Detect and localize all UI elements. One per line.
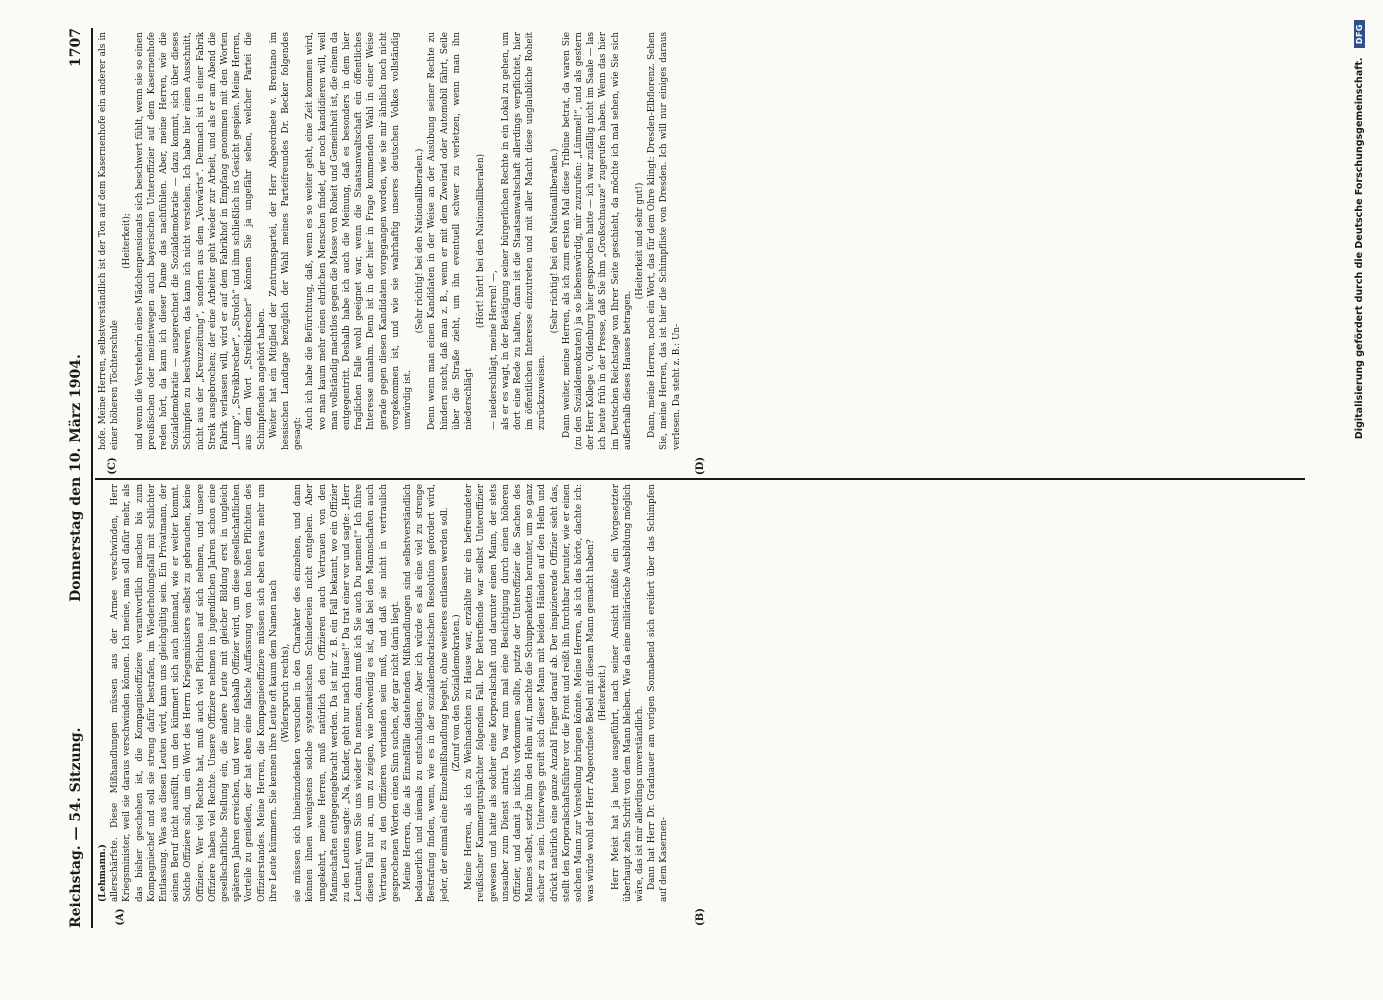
credit-text: Digitalisierung gefördert durch die Deutsche Forschungsgemeinschaft. xyxy=(1354,57,1365,440)
interjection: (Hört! hört! bei den Nationalliberalen) xyxy=(476,153,487,329)
page-number: 1707 xyxy=(68,28,84,67)
speaker-name: (Lehmann.) xyxy=(98,844,108,902)
header-left: Reichstag. — 54. Sitzung. xyxy=(68,727,84,928)
quotation: — niederschlägt, meine Herren! —, xyxy=(488,270,499,430)
paragraph: Dann weiter, meine Herren, als ich zum ersten Mal diese Tribüne betrat, da waren Sie (zu den Sozialdemokraten) ja so liebenswürdig, mir zuzurufen: „Lümmel!“, und als gestern der Herr Kollege v. Oldenburg hier gesprochen hatte — ich war zufällig nicht im Saale — las ich heute früh in der Presse, daß Sie ihm „Großschnauze“ zugerufen haben. Wenn das hier im Deutschen Reichstage von Ihrer Seite geschieht, da möchte ich mal sehen, wie Sie sich außerhalb dieses Hauses betragen. xyxy=(561,32,633,450)
paragraph: Dann hat Herr Dr. Gradnauer am vorigen Sonnabend sich ereifert über das Schimpfen auf dem Kasernen- xyxy=(647,484,670,902)
interjection: (Heiterkeit und sehr gut!) xyxy=(634,182,645,300)
quotation: Denn wenn man einen Kandidaten in der Weise an der Ausübung seiner Rechte zu hindern sucht, daß man z. B., wenn er mit dem Zweirad oder Automobil fährt, Seile über die Straße zieht, um ihn eventuell schwer zu verletzen, wenn man ihn niederschlägt xyxy=(427,32,475,430)
margin-marker-a: (A) xyxy=(115,908,126,926)
interjection: (Widerspruch rechts), xyxy=(281,643,292,743)
paragraph: allerschärfste. Diese Mißhandlungen müssen aus der Armee verschwinden, Herr Kriegsminister, weil sie daraus verschwinden können. Ich meine, man soll dafür mehr, als das bisher geschehen ist, die Kompagnieoffiziere verantwortlich machen bis zum Kompagniechef und soll sie streng dafür bestrafen, im Wiederholungsfall mit schlichter Entlassung. Was aus diesen Leuten wird, kann uns gleichgültig sein. Ein Privatmann, der seinen Beruf nicht ausfüllt, um den kümmert sich auch niemand, wie er weiter kommt. Solche Offiziere sind, um ein Wort des Herrn Kriegsministers selbst zu gebrauchen, keine Offiziere. Wer viel Rechte hat, muß auch viel Pflichten auf sich nehmen, und unsere Offiziere haben viel Rechte. Unsere Offiziere nehmen in jugendlichen Jahren schon eine gesellschaftliche Stellung ein, die andere Leute mit gleicher Bildung erst in ungleich späteren Jahren erreichen, und wer nur deshalb Offizier wird, um diese gesellschaftlichen Vorteile zu genießen, der hat eben eine falsche Auffassung von den hohen Pflichten des Offizierstandes. Meine Herren, die Kompagnieoffiziere müssen sich eben etwas mehr um ihre Leute kümmern. Sie kennen ihre Leute oft kaum dem Namen nach xyxy=(110,484,279,902)
newspaper-scan xyxy=(55,28,1305,928)
quotation: als er es wagt, in der Betätigung seiner bürgerlichen Rechte in ein Lokal zu gehen, um dort eine Rede zu halten, dann ist die Staatsanwaltschaft allerdings verpflichtet, hier im öffentlichen Interesse einzutreten und mit aller Macht diese unglaubliche Roheit zurückzuweisen. xyxy=(500,32,548,430)
dfg-logo: DFG xyxy=(1354,20,1365,48)
paragraph: Meine Herren, die als Einzelfälle dastehenden Mißhandlungen sind selbstverständlich bedauerlich und niemals zu entschuldigen. Aber ich würde es als eine viel zu strenge Bestrafung finden, wenn, wie es in der sozialdemokratischen Resolution gefordert wird, jeder, der einmal eine Einzelmißhandlung begeht, ohne weiteres entlassen werden soll. xyxy=(403,484,450,902)
interjection: (Sehr richtig! bei den Nationalliberalen.) xyxy=(415,148,426,334)
paragraph: Herr Meist hat ja heute ausgeführt, nach seiner Ansicht müßte ein Vorgesetzter überhaupt zehn Schritt von dem Mann bleiben. Wie da eine militärische Ausbildung möglich wäre, das ist mir allerdings unverständlich. xyxy=(610,484,645,902)
paragraph: hofe. Meine Herren, selbstverständlich ist der Ton auf dem Kasernenhofe ein anderer als in einer höheren Töchterschule xyxy=(98,32,121,450)
page-header xyxy=(63,28,89,928)
digitization-credit xyxy=(1354,20,1365,980)
paragraph: Meine Herren, als ich zu Weihnachten zu Hause war, erzählte mir ein befreundeter reußischer Kammergutspächter folgenden Fall. Der Betreffende war selbst Unteroffizier gewesen und hatte als solcher eine Korporalschaft und darunter einen Mann, der stets unsauber zum Dienst antrat. Da war nun mal eine Besichtigung durch einen höheren Offizier, und damit ja nichts vorkommen sollte, putzte der Unteroffizier die Sachen des Mannes selbst, setzte ihm den Helm auf, machte die Schuppenketten herunter, um so ganz sicher zu sein. Unterwegs greift sich dieser Mann mit beiden Händen auf den Helm und drückt natürlich eine ganze Anzahl Finger darauf ab. Der inspizierende Offizier sieht das, stellt den Korporalschaftsführer vor die Front und reißt ihn furchtbar herunter, wie er einen solchen Mann zur Vorstellung bringen könnte. Meine Herren, als ich das hörte, dachte ich: was würde wohl der Herr Abgeordnete Bebel mit diesem Mann gemacht haben? xyxy=(464,484,597,902)
paragraph: Dann, meine Herren, noch ein Wort, das für dem Ohre klingt: Dresden-Elbflorenz. Sehen Sie, meine Herren, das ist hier die Schimpfliste von Dresden. Ich will nur einiges daraus verlesen. Da steht z. B.: Un- xyxy=(647,32,682,450)
margin-marker-d: (D) xyxy=(695,456,706,476)
paragraph: und wenn die Vorsteherin eines Mädchenpensionats sich beschwert fühlt, wenn sie so einen preußischen oder meinetwegen auch bayerischen Unteroffizier auf dem Kasernenhofe reden hört, da kann ich dieser Dame das nachfühlen. Aber, meine Herren, wie die Sozialdemokratie — ausgerechnet die Sozialdemokratie — dazu kommt, sich über dieses Schimpfen zu beschweren, das kann ich nicht verstehen. Ich habe hier einen Ausschnitt, nicht aus der „Kreuzzeitung“, sondern aus dem „Vorwärts“. Demnach ist in einer Fabrik Streik ausgebrochen; der eine Arbeiter geht wieder zur Arbeit, und als er am Abend die Fabrik verlassen will, wird er auf dem Fabrikhof in Empfang genommen mit den Worten „Lump“, „Streikbrecher“, „Strolch“ und ihm schließlich ins Gesicht gespien. Meine Herren, aus dem Wort „Streikbrecher“ können Sie ja ungefähr sehen, welcher Partei die Schimpfenden angehört haben. xyxy=(134,32,267,450)
interjection: (Sehr richtig! bei den Nationalliberalen.) xyxy=(549,148,560,334)
paragraph: Weiter hat ein Mitglied der Zentrumspartei, der Herr Abgeordnete v. Brentano im hessischen Landtage bezüglich der Wahl meines Parteifreundes Dr. Becker folgendes gesagt: xyxy=(268,32,304,450)
left-column xyxy=(97,484,1297,902)
right-column xyxy=(97,32,1297,450)
column-divider xyxy=(95,478,1305,480)
interjection: (Heiterkeit); xyxy=(122,213,133,269)
margin-marker-b: (B) xyxy=(695,908,706,926)
margin-marker-c: (C) xyxy=(107,457,118,475)
quotation: Auch ich habe die Befürchtung, daß, wenn es so weiter geht, eine Zeit kommen wird, wo man kaum mehr einen ehrlichen Menschen findet, der noch kandidieren will, weil man vollständig machtlos gegen die Masse von Roheit und Gemeinheit ist, die einem da entgegentritt. Deshalb habe ich auch die Meinung, daß es besonders in dem hier fraglichen Falle wohl geeignet war, wenn die Staatsanwaltschaft ein öffentliches Interesse annahm. Denn ist in der hier in Frage kommenden Wahl in einer Weise gerade gegen diesen Kandidaten vorgegangen worden, wie sie mir ähnlich noch nicht vorgekommen ist, und wie sie wahrhaftig unseres deutschen Volkes vollständig unwürdig ist. xyxy=(305,32,414,430)
header-rule xyxy=(91,28,93,928)
interjection: (Heiterkeit.) xyxy=(598,665,609,721)
paragraph: sie müssen sich hineinzudenken versuchen in den Charakter des einzelnen, und dann können ihnen wenigstens solche systematischen Schindereien nicht entgehen. Aber umgekehrt, meine Herren, muß natürlich den Offizieren auch Vertrauen von den Mannschaften entgegengebracht werden. Da ist mir z. B. ein Fall bekannt, wo ein Offizier zu den Leuten sagte: „Na, Kinder, geht nur nach Hause!“ Da trat einer vor und sagte: „Herr Leutnant, wenn Sie uns wieder Du nennen, dann muß ich Sie auch Du nennen!“ Ich führe diesen Fall nur an, um zu zeigen, wie notwendig es ist, daß bei den Mannschaften auch Vertrauen zu den Offizieren vorhanden sein muß, und daß sie nicht in vertraulich gesprochenen Worten einen Sinn suchen, der gar nicht darin liegt. xyxy=(293,484,401,902)
header-date: Donnerstag den 10. März 1904. xyxy=(68,354,84,602)
interjection: (Zuruf von den Sozialdemokraten.) xyxy=(451,614,462,772)
